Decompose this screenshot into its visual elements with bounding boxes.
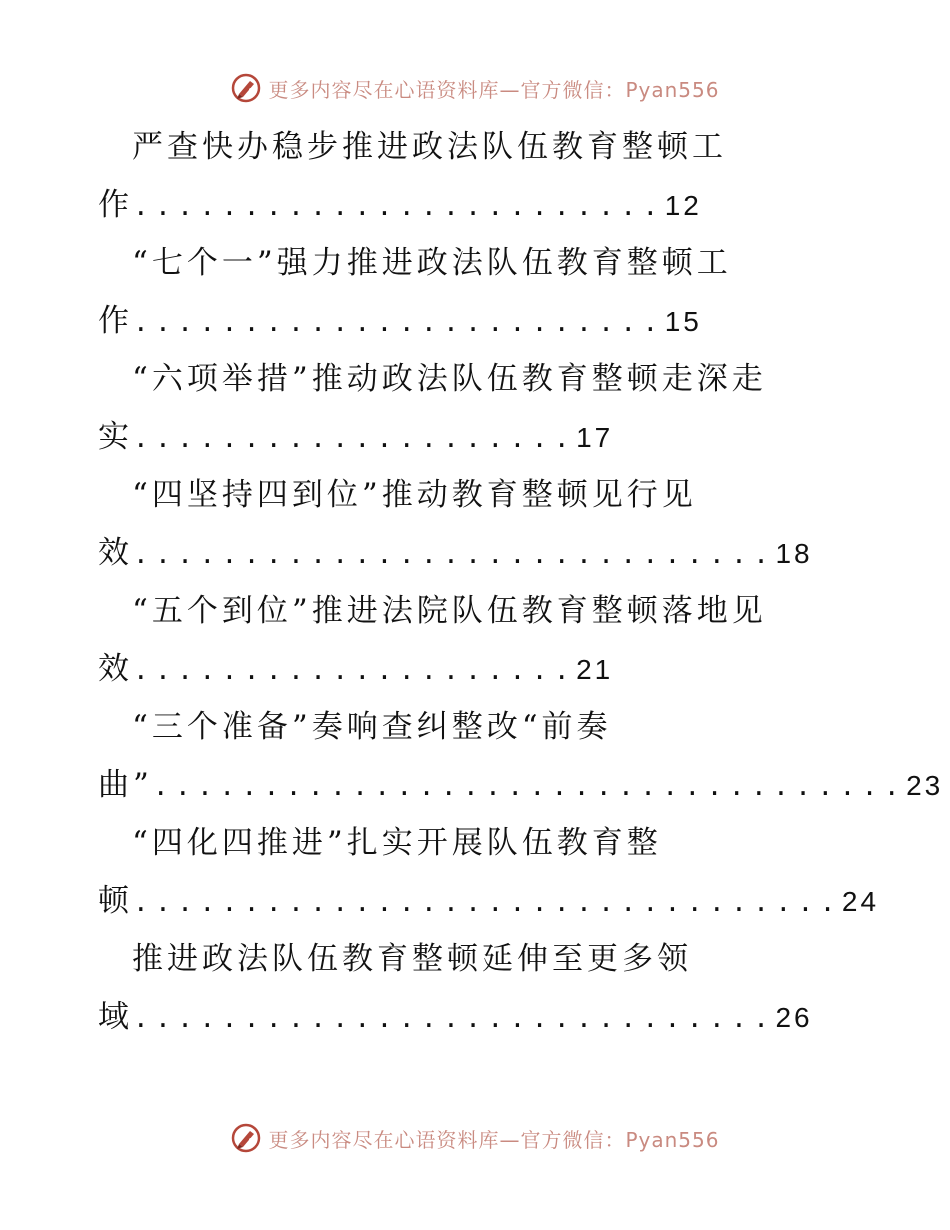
toc-entry-line (98, 535, 813, 571)
toc-entry-tail: 实 (98, 419, 133, 455)
toc-leader-dots: ........................ (133, 192, 665, 222)
toc-page-number: 15 (664, 306, 702, 337)
toc-page-number: 26 (775, 1002, 813, 1033)
pen-logo-icon (230, 72, 262, 104)
toc-leader-dots: .................... (133, 656, 577, 686)
toc-entry-line (98, 419, 614, 455)
toc-entry-tail: 效 (98, 535, 133, 571)
toc-entry-tail: 域 (98, 999, 133, 1035)
toc-entry-title: 推进政法队伍教育整顿延伸至更多领 (132, 941, 692, 977)
toc-entry-tail: 效 (98, 651, 133, 687)
watermark-text: 更多内容尽在心语资料库—官方微信：Pyan556 (268, 1127, 720, 1152)
toc-entry-title: “四化四推进”扎实开展队伍教育整 (132, 825, 662, 861)
toc-entry-title: 严查快办稳步推进政法队伍教育整顿工 (132, 129, 727, 165)
toc-leader-dots: ............................. (133, 1004, 776, 1034)
toc-page-number: 21 (576, 654, 614, 685)
toc-entry-tail: 曲” (98, 767, 153, 803)
toc-entry-line (98, 187, 702, 223)
toc-page-number: 17 (576, 422, 614, 453)
toc-entry-title: “七个一”强力推进政法队伍教育整顿工 (132, 245, 732, 281)
footer-watermark (0, 1122, 950, 1154)
toc-entry-tail: 顿 (98, 883, 133, 919)
toc-page-number: 18 (775, 538, 813, 569)
toc-entry-line (98, 651, 614, 687)
pen-logo-icon (230, 1122, 262, 1154)
toc-entry-title: “六项举措”推动政法队伍教育整顿走深走 (132, 361, 767, 397)
toc-entry-title: “四坚持四到位”推动教育整顿见行见 (132, 477, 697, 513)
toc-entry-title: “三个准备”奏响查纠整改“前奏 (132, 709, 612, 745)
toc-leader-dots: .................................. (152, 772, 907, 802)
toc-entry-tail: 作 (98, 303, 133, 339)
header-watermark (0, 72, 950, 104)
toc-entry-line (98, 883, 880, 919)
toc-page-number: 23 (906, 770, 944, 801)
watermark-text: 更多内容尽在心语资料库—官方微信：Pyan556 (268, 77, 720, 102)
toc-page-number: 24 (841, 886, 880, 917)
toc-entry-line (98, 303, 702, 339)
toc-leader-dots: .................... (133, 424, 577, 454)
toc-entry-tail: 作 (98, 187, 133, 223)
toc-leader-dots: ........................ (133, 308, 665, 338)
toc-entry-title: “五个到位”推进法院队伍教育整顿落地见 (132, 593, 767, 629)
toc-page-number: 12 (664, 190, 702, 221)
toc-leader-dots: ................................ (133, 888, 842, 918)
toc-entry-line (98, 999, 813, 1035)
toc-leader-dots: ............................. (133, 540, 776, 570)
toc-entry-line (98, 767, 944, 803)
